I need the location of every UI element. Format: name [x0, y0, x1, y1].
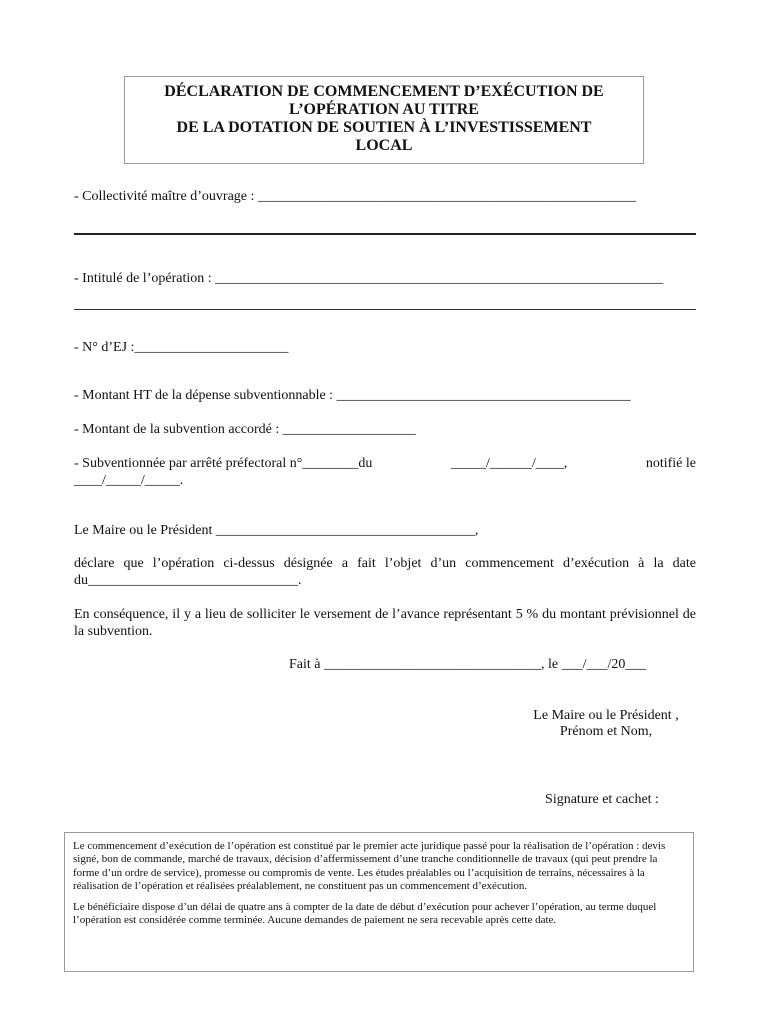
field-arrete[interactable]: [74, 455, 696, 472]
explanatory-note: [64, 832, 694, 972]
paragraph-consequence: En conséquence, il y a lieu de solliciter le versement de l’avance représentant 5 % du montant prévisionnel de la subvention.: [74, 607, 696, 639]
signatory-role: Le Maire ou le Président ,: [533, 708, 679, 723]
title-line-4: LOCAL: [355, 137, 413, 154]
arrete-date: _____/______/____,: [450, 456, 568, 471]
signature-stamp-label: Signature et cachet :: [545, 792, 659, 807]
field-arrete-notification-date[interactable]: ____/_____/_____.: [74, 473, 184, 488]
paragraph-declaration: déclare que l’opération ci-dessus désignée a fait l’objet d’un commencement d’exécution à la date du______________________________.: [74, 556, 696, 588]
note-paragraph-1: Le commencement d’exécution de l’opération est constitué par le premier acte juridique passé pour la réalisation de l’opération : devis signé, bon de commande, marché de travaux, décision d’affermissement d’une tranche conditionnelle de travaux (qui peut prendre la forme d’un ordre de service), promesse ou compromis de vente. Les études préalables ou l’acquisition de terrains, nécessaires à la réalisation de l’opération et réalisées préalablement, ne constituent pas un commencement d’exécution.: [73, 840, 666, 892]
field-collectivite[interactable]: - Collectivité maître d’ouvrage : ______________________________________________________: [74, 189, 636, 204]
arrete-number: - Subventionnée par arrêté préfectoral n°________du: [74, 456, 373, 471]
note-paragraph-2: Le bénéficiaire dispose d’un délai de quatre ans à compter de la date de début d’exécution pour achever l’opération, au terme duquel l’opération est considérée comme terminée. Aucune demandes de paiement ne sera recevable après cette date.: [73, 901, 657, 927]
arrete-notifie-label: notifié le: [645, 456, 696, 471]
field-montant-ht[interactable]: - Montant HT de la dépense subventionnable : __________________________________________: [74, 388, 631, 403]
signatory-name: Prénom et Nom,: [559, 724, 653, 739]
field-intitule-continuation-line[interactable]: [74, 309, 696, 310]
title-line-2: L’OPÉRATION AU TITRE: [289, 101, 479, 118]
field-maire[interactable]: Le Maire ou le Président _____________________________________,: [74, 523, 479, 538]
field-intitule[interactable]: - Intitulé de l’opération : ________________________________________________________________: [74, 271, 664, 286]
field-ej[interactable]: - N° d’EJ :______________________: [74, 340, 289, 355]
title-line-1: DÉCLARATION DE COMMENCEMENT D’EXÉCUTION DE: [164, 83, 604, 100]
field-fait-a[interactable]: Fait à _______________________________, le ___/___/20___: [289, 657, 647, 672]
title-line-3: DE LA DOTATION DE SOUTIEN À L’INVESTISSEMENT: [176, 119, 592, 136]
field-montant-subvention[interactable]: - Montant de la subvention accordé : ___________________: [74, 422, 416, 437]
field-collectivite-continuation-line[interactable]: [74, 233, 696, 235]
document-title: [124, 76, 644, 164]
